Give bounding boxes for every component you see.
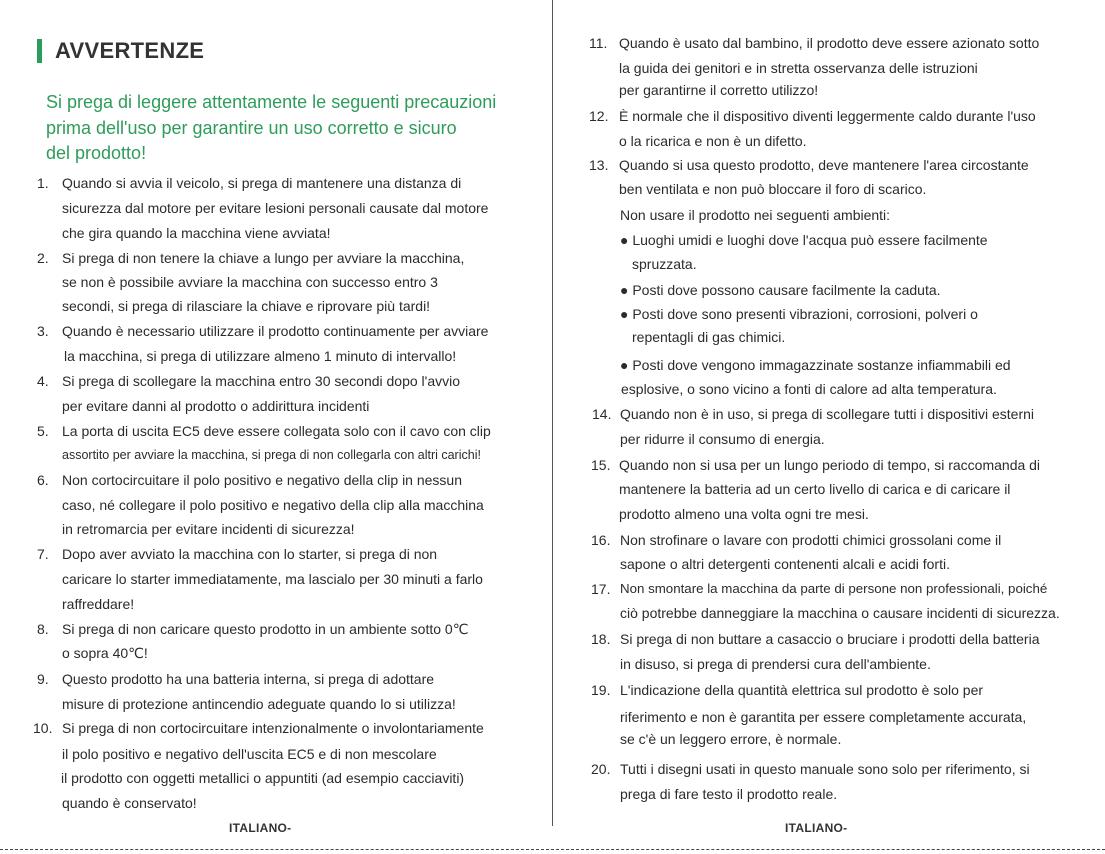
item-line: quando è conservato!	[62, 795, 197, 811]
item-line: prodotto almeno una volta ogni tre mesi.	[619, 506, 869, 522]
item-line: la guida dei genitori e in stretta osservanza delle istruzioni	[619, 60, 978, 76]
item-line: riferimento e non è garantita per essere completamente accurata,	[620, 709, 1027, 725]
item-line: se non è possibile avviare la macchina con successo entro 3	[62, 274, 438, 290]
item-number: 3.	[37, 323, 49, 339]
item-number: 1.	[37, 175, 49, 191]
item-line: mantenere la batteria ad un certo livello di carica e di caricare il	[619, 481, 1011, 497]
item-number: 10.	[33, 720, 53, 736]
item-line: per garantirne il corretto utilizzo!	[619, 82, 819, 98]
item-line: È normale che il dispositivo diventi leggermente caldo durante l'uso	[619, 108, 1036, 124]
item-line: secondi, si prega di rilasciare la chiave e riprovare più tardi!	[62, 298, 431, 314]
item-line: Quando non si usa per un lungo periodo di tempo, si raccomanda di	[619, 457, 1041, 473]
item-number: 7.	[37, 546, 49, 562]
bullet-line: ● Posti dove vengono immagazzinate sostanze infiammabili ed	[620, 357, 1011, 373]
item-number: 17.	[591, 581, 611, 597]
intro-line: prima dell'uso per garantire un uso corretto e sicuro	[46, 117, 457, 138]
item-number: 19.	[591, 682, 611, 698]
page-footer-language: ITALIANO-	[229, 821, 292, 835]
item-line: che gira quando la macchina viene avviata!	[62, 225, 331, 241]
item-line: Questo prodotto ha una batteria interna, si prega di adottare	[62, 671, 435, 687]
item-number: 6.	[37, 472, 49, 488]
bullet-line: ● Luoghi umidi e luoghi dove l'acqua può essere facilmente	[620, 232, 988, 248]
item-line: il prodotto con oggetti metallici o appuntiti (ad esempio cacciaviti)	[61, 770, 465, 786]
heading-accent-bar	[37, 39, 42, 63]
item-number: 8.	[37, 621, 49, 637]
section-heading	[37, 38, 204, 64]
item-line: ben ventilata e non può bloccare il foro di scarico.	[619, 181, 927, 197]
item-line: per evitare danni al prodotto o addirittura incidenti	[62, 398, 370, 414]
item-number: 15.	[591, 457, 611, 473]
bottom-dashed-rule	[0, 849, 1105, 850]
heading-title: AVVERTENZE	[55, 38, 205, 63]
item-line: in retromarcia per evitare incidenti di sicurezza!	[62, 521, 355, 537]
intro-line: del prodotto!	[46, 143, 147, 163]
item-line: La porta di uscita EC5 deve essere collegata solo con il cavo con clip	[62, 423, 491, 439]
item-number: 9.	[37, 671, 49, 687]
item-line: repentagli di gas chimici.	[632, 329, 786, 345]
item-number: 11.	[589, 35, 608, 51]
item-line: Quando è necessario utilizzare il prodotto continuamente per avviare	[62, 323, 489, 339]
item-line: in disuso, si prega di prendersi cura dell'ambiente.	[620, 656, 931, 672]
item-line: assortito per avviare la macchina, si prega di non collegarla con altri carichi!	[62, 448, 481, 462]
item-line: Non cortocircuitare il polo positivo e negativo della clip in nessun	[62, 472, 462, 488]
item-line: o sopra 40℃!	[62, 645, 148, 661]
item-line: prega di fare testo il prodotto reale.	[620, 786, 838, 802]
item-number: 16.	[591, 532, 611, 548]
item-line: ciò potrebbe danneggiare la macchina o causare incidenti di sicurezza.	[620, 605, 1060, 621]
item-number: 20.	[591, 761, 611, 777]
item-line: spruzzata.	[632, 256, 697, 272]
intro-paragraph	[46, 90, 536, 167]
item-line: L'indicazione della quantità elettrica sul prodotto è solo per	[620, 682, 984, 698]
item-number: 2.	[37, 250, 49, 266]
item-number: 4.	[37, 373, 49, 389]
item-line: Quando si usa questo prodotto, deve mantenere l'area circostante	[619, 157, 1029, 173]
item-line: Si prega di scollegare la macchina entro 30 secondi dopo l'avvio	[62, 373, 461, 389]
item-line: Quando si avvia il veicolo, si prega di mantenere una distanza di	[62, 175, 462, 191]
item-line: Si prega di non buttare a casaccio o bruciare i prodotti della batteria	[620, 631, 1040, 647]
item-number: 14.	[592, 406, 612, 422]
item-line: la macchina, si prega di utilizzare almeno 1 minuto di intervallo!	[64, 348, 457, 364]
item-line: sapone o altri detergenti contenenti alcali e acidi forti.	[620, 556, 950, 572]
item-line: caso, né collegare il polo positivo e negativo della clip alla macchina	[62, 497, 484, 513]
item-line: Tutti i disegni usati in questo manuale sono solo per riferimento, si	[620, 761, 1030, 777]
item-line: Non smontare la macchina da parte di persone non professionali, poiché	[620, 581, 1048, 596]
item-line: misure di protezione antincendio adeguate quando lo si utilizza!	[62, 696, 456, 712]
item-line: o la ricarica e non è un difetto.	[619, 133, 807, 149]
item-line: caricare lo starter immediatamente, ma lascialo per 30 minuti a farlo	[62, 571, 483, 587]
item-line: esplosive, o sono vicino a fonti di calore ad alta temperatura.	[621, 381, 997, 397]
item-line: Quando non è in uso, si prega di scollegare tutti i dispositivi esterni	[620, 406, 1035, 422]
item-line: Non usare il prodotto nei seguenti ambienti:	[620, 207, 891, 223]
item-number: 13.	[589, 157, 609, 173]
item-line: Si prega di non tenere la chiave a lungo per avviare la macchina,	[62, 250, 465, 266]
item-line: il polo positivo e negativo dell'uscita EC5 e di non mescolare	[62, 746, 437, 762]
item-line: Si prega di non cortocircuitare intenzionalmente o involontariamente	[62, 720, 484, 736]
right-page	[553, 0, 1105, 854]
item-line: Quando è usato dal bambino, il prodotto deve essere azionato sotto	[619, 35, 1040, 51]
item-line: Non strofinare o lavare con prodotti chimici grossolani come il	[620, 532, 1002, 548]
item-line: per ridurre il consumo di energia.	[620, 431, 825, 447]
item-line: Dopo aver avviato la macchina con lo starter, si prega di non	[62, 546, 438, 562]
page-footer-language: ITALIANO-	[785, 821, 848, 835]
bullet-line: ● Posti dove possono causare facilmente la caduta.	[620, 282, 941, 298]
item-number: 18.	[591, 631, 611, 647]
item-number: 12.	[589, 108, 609, 124]
item-line: se c'è un leggero errore, è normale.	[620, 731, 842, 747]
bullet-line: ● Posti dove sono presenti vibrazioni, corrosioni, polveri o	[620, 306, 978, 322]
item-line: raffreddare!	[62, 596, 135, 612]
item-number: 5.	[37, 423, 49, 439]
item-line: Si prega di non caricare questo prodotto in un ambiente sotto 0℃	[62, 621, 469, 637]
left-page	[0, 0, 552, 854]
intro-line: Si prega di leggere attentamente le seguenti precauzioni	[46, 92, 497, 112]
item-line: sicurezza dal motore per evitare lesioni personali causate dal motore	[62, 200, 489, 216]
